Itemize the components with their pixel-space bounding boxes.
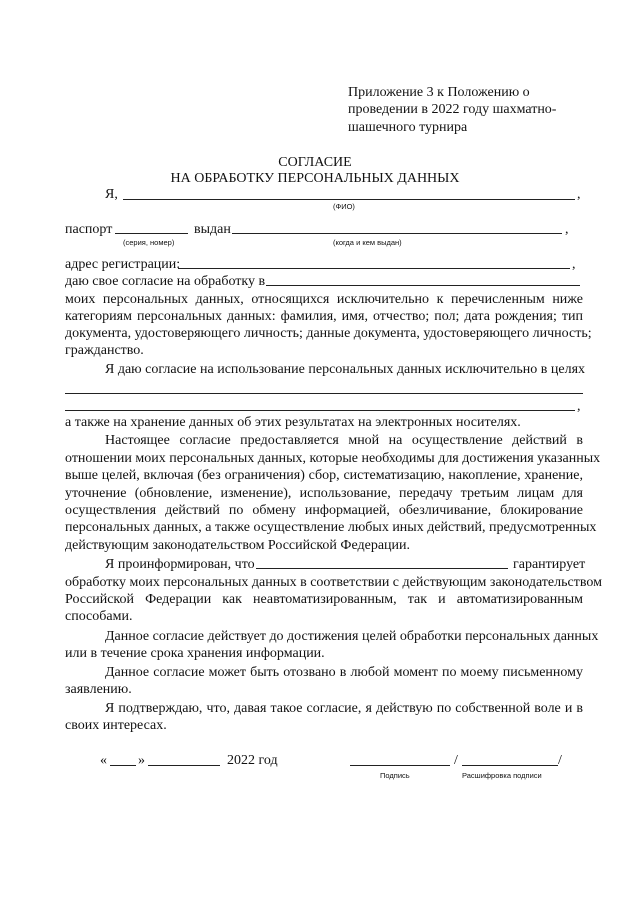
para3-line-5: осуществления действий по обмену информацией, обезличивание, блокирование (65, 503, 583, 518)
signature-decode-field[interactable] (462, 765, 558, 766)
fio-comma: , (577, 187, 581, 202)
para7-line-1: Я подтверждаю, что, давая такое согласие, я действую по собственной воле и в (105, 701, 583, 716)
appendix-line-3: шашечного турнира (348, 120, 468, 135)
date-quote-close: » (138, 753, 145, 768)
para5-line-2: или в течение срока хранения информации. (65, 646, 325, 661)
date-year: 2022 год (227, 753, 278, 768)
series-hint: (серия, номер) (123, 238, 175, 247)
para4-start: Я проинформирован, что (105, 557, 255, 572)
signature-hint: Подпись (380, 771, 410, 780)
para4-line-3: способами. (65, 609, 133, 624)
date-day-field[interactable] (110, 765, 136, 766)
purpose-comma: , (577, 399, 581, 414)
para3-line-4: уточнение (обновление, изменение), использование, передачу третьим лицам для (65, 486, 583, 501)
para7-line-2: своих интересах. (65, 718, 167, 733)
signature-field[interactable] (350, 765, 450, 766)
para3-line-2: отношении моих персональных данных, которые необходимы для достижения указанных (65, 451, 601, 466)
para1-line-4: гражданство. (65, 343, 144, 358)
i-label: Я, (105, 187, 118, 202)
purpose-field-2[interactable] (65, 410, 575, 411)
purpose-field-1[interactable] (65, 393, 583, 394)
para3-line-6: персональных данных, а также осуществление любых иных действий, предусмотренных (65, 520, 597, 535)
para2-line-1: Я даю согласие на использование персональных данных исключительно в целях (105, 362, 586, 377)
para2-after: а также на хранение данных об этих результатах на электронных носителях. (65, 415, 521, 430)
para6-line-1: Данное согласие может быть отозвано в любой момент по моему письменному (105, 665, 583, 680)
address-field[interactable] (178, 268, 570, 269)
consent-to-label: даю свое согласие на обработку в (65, 274, 266, 289)
address-comma: , (572, 257, 576, 272)
issued-hint: (когда и кем выдан) (333, 238, 402, 247)
address-label: адрес регистрации: (65, 257, 181, 272)
date-quote-open: « (100, 753, 107, 768)
operator-field[interactable] (266, 285, 580, 286)
appendix-line-2: проведении в 2022 году шахматно- (348, 102, 557, 117)
para3-line-7: действующим законодательством Российской Федерации. (65, 538, 411, 553)
para4-end: гарантирует (513, 557, 586, 572)
date-month-field[interactable] (148, 765, 220, 766)
issued-label: выдан (194, 222, 231, 237)
passport-label: паспорт (65, 222, 113, 237)
para1-line-2: категориям персональных данных: фамилия, имя, отчество; пол; дата рождения; тип (65, 309, 583, 324)
passport-comma: , (565, 222, 569, 237)
para5-line-1: Данное согласие действует до достижения целей обработки персональных данных (105, 629, 599, 644)
title-consent: СОГЛАСИЕ (278, 155, 352, 170)
operator-name-field[interactable] (256, 568, 508, 569)
signature-slash-1: / (454, 753, 458, 768)
appendix-line-1: Приложение 3 к Положению о (348, 85, 530, 100)
para3-line-1: Настоящее согласие предоставляется мной на осуществление действий в (105, 433, 583, 448)
title-personal-data: НА ОБРАБОТКУ ПЕРСОНАЛЬНЫХ ДАННЫХ (170, 171, 460, 186)
fio-field[interactable] (123, 199, 575, 200)
para4-line-1: обработку моих персональных данных в соответствии с действующим законодательством (65, 575, 602, 590)
para6-line-2: заявлению. (65, 682, 132, 697)
passport-issued-field[interactable] (232, 233, 562, 234)
para1-line-3: документа, удостоверяющего личность; данные документа, удостоверяющего личность; (65, 326, 592, 341)
signature-decode-hint: Расшифровка подписи (462, 771, 542, 780)
signature-slash-2: / (558, 753, 562, 768)
para3-line-3: выше целей, включая (без ограничения) сбор, систематизацию, накопление, хранение, (65, 468, 583, 483)
fio-hint: (ФИО) (333, 202, 355, 211)
passport-series-field[interactable] (115, 233, 188, 234)
para1-line-1: моих персональных данных, относящихся исключительно к перечисленным ниже (65, 292, 583, 307)
para4-line-2: Российской Федерации как неавтоматизированным, так и автоматизированным (65, 592, 583, 607)
